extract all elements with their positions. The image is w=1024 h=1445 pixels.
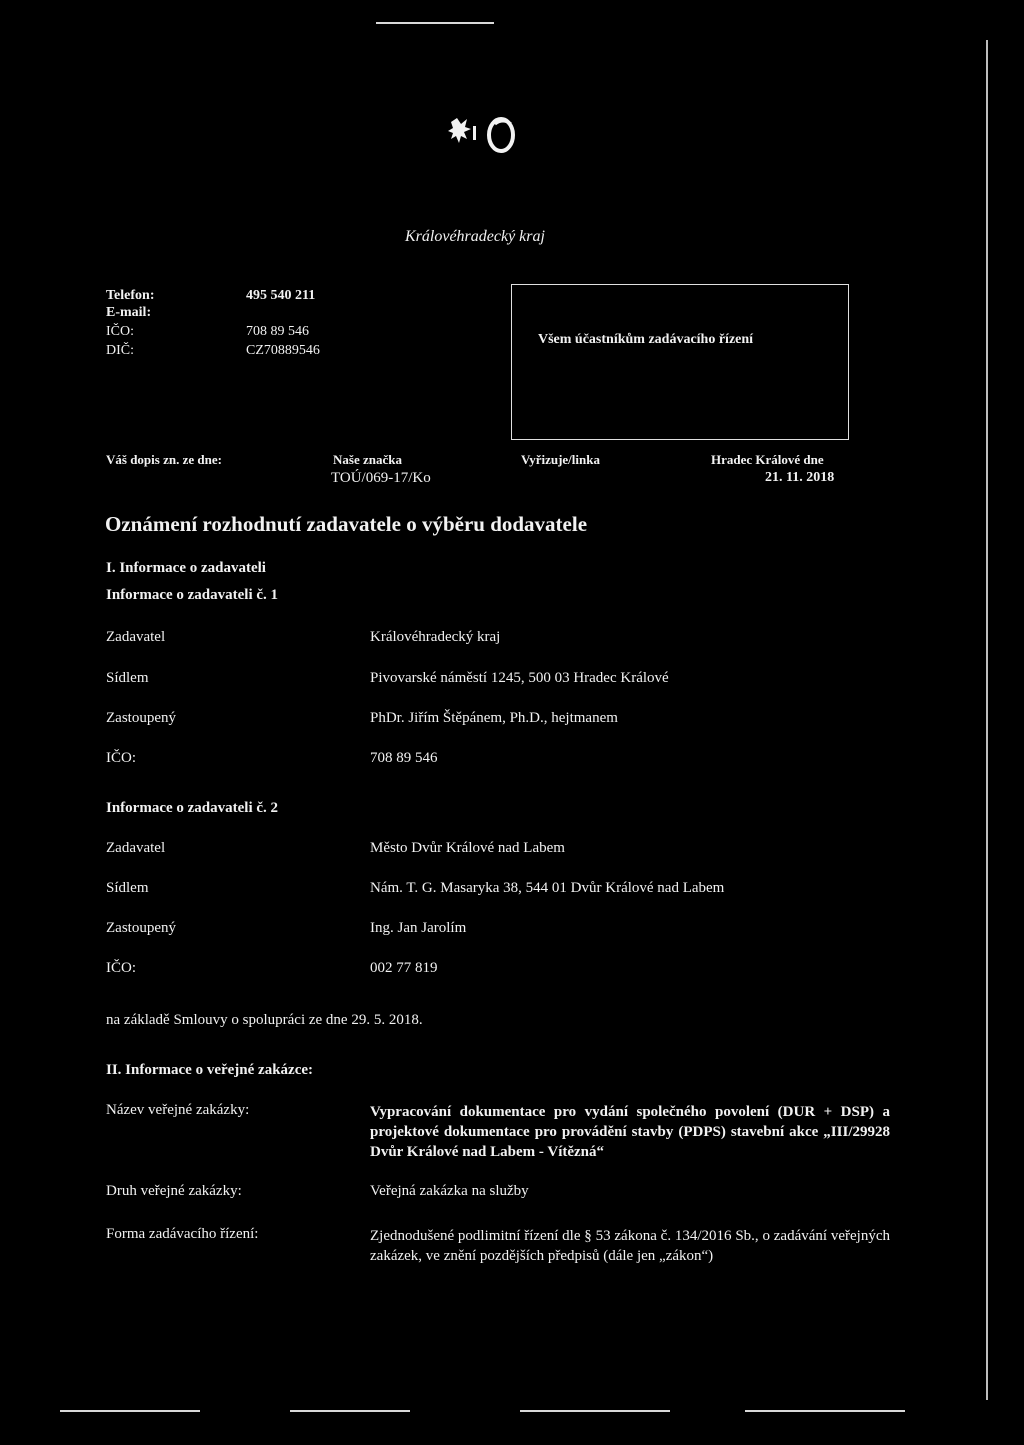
phone-value: 495 540 211 [246,288,316,303]
authority-1-label-ico: IČO: [106,750,136,766]
authority-2-label-zastoupeny: Zastoupený [106,920,176,936]
authority-1-heading: Informace o zadavateli č. 1 [106,587,279,603]
contract-name-value: Vypracování dokumentace pro vydání společného povolení (DUR + DSP) a projektové dokumentace pro provádění stavby (PDPS) stavební akce „III/29928 Dvůr Králové nad Labem - Vítězná“ [370,1104,890,1160]
document-title: Oznámení rozhodnutí zadavatele o výběru dodavatele [105,512,588,536]
cooperation-agreement-note: na základě Smlouvy o spolupráci ze dne 29. 5. 2018. [106,1012,423,1028]
region-emblem-logo [447,114,527,158]
letter-date: 21. 11. 2018 [765,470,835,485]
authority-2-label-zadavatel: Zadavatel [106,840,166,856]
bottom-scan-line-1 [60,1410,200,1412]
your-letter-label: Váš dopis zn. ze dne: [106,452,222,467]
bottom-scan-line-2 [290,1410,410,1412]
procedure-value: Zjednodušené podlimitní řízení dle § 53 zákona č. 134/2016 Sb., o zadávání veřejných zakázek, ve znění pozdějších předpisů (dále jen „zákon“) [370,1228,890,1264]
ico-label: IČO: [106,324,134,339]
top-scan-line [376,22,494,24]
phone-label: Telefon: [106,288,155,303]
section-1-heading: I. Informace o zadavateli [106,560,266,576]
email-label: E-mail: [106,305,152,320]
handled-by-label: Vyřizuje/linka [521,452,600,467]
authority-2-heading: Informace o zadavateli č. 2 [106,800,279,816]
procedure-label: Forma zadávacího řízení: [106,1226,259,1242]
our-ref-label: Naše značka [333,452,402,467]
authority-2-value-zadavatel: Město Dvůr Králové nad Labem [370,840,565,856]
authority-1-label-zastoupeny: Zastoupený [106,710,176,726]
authority-2-label-sidlem: Sídlem [106,880,149,896]
authority-2-value-ico: 002 77 819 [370,960,438,976]
authority-2-value-zastoupeny: Ing. Jan Jarolím [370,920,467,936]
ico-value: 708 89 546 [246,324,309,339]
right-scan-line [986,40,988,1400]
recipient-text: Všem účastníkům zadávacího řízení [538,332,754,347]
region-name: Královéhradecký kraj [405,228,545,245]
place-date-label: Hradec Králové dne [711,452,824,467]
section-2-heading: II. Informace o veřejné zakázce: [106,1062,314,1078]
authority-1-label-sidlem: Sídlem [106,670,149,686]
bottom-scan-line-4 [745,1410,905,1412]
authority-2-label-ico: IČO: [106,960,136,976]
authority-1-label-zadavatel: Zadavatel [106,629,166,645]
bottom-scan-line-3 [520,1410,670,1412]
authority-2-value-sidlem: Nám. T. G. Masaryka 38, 544 01 Dvůr Králové nad Labem [370,880,725,896]
recipient-address-box [511,284,849,440]
our-ref-value: TOÚ/069-17/Ko [331,470,431,486]
authority-1-value-zadavatel: Královéhradecký kraj [370,629,501,645]
dic-value: CZ70889546 [246,343,320,358]
authority-1-value-zastoupeny: PhDr. Jiřím Štěpánem, Ph.D., hejtmanem [370,710,618,726]
contract-name-label: Název veřejné zakázky: [106,1102,250,1118]
authority-1-value-ico: 708 89 546 [370,750,438,766]
dic-label: DIČ: [106,343,134,358]
authority-1-value-sidlem: Pivovarské náměstí 1245, 500 03 Hradec Králové [370,670,669,686]
contract-type-label: Druh veřejné zakázky: [106,1183,242,1199]
contract-type-value: Veřejná zakázka na služby [370,1183,529,1199]
